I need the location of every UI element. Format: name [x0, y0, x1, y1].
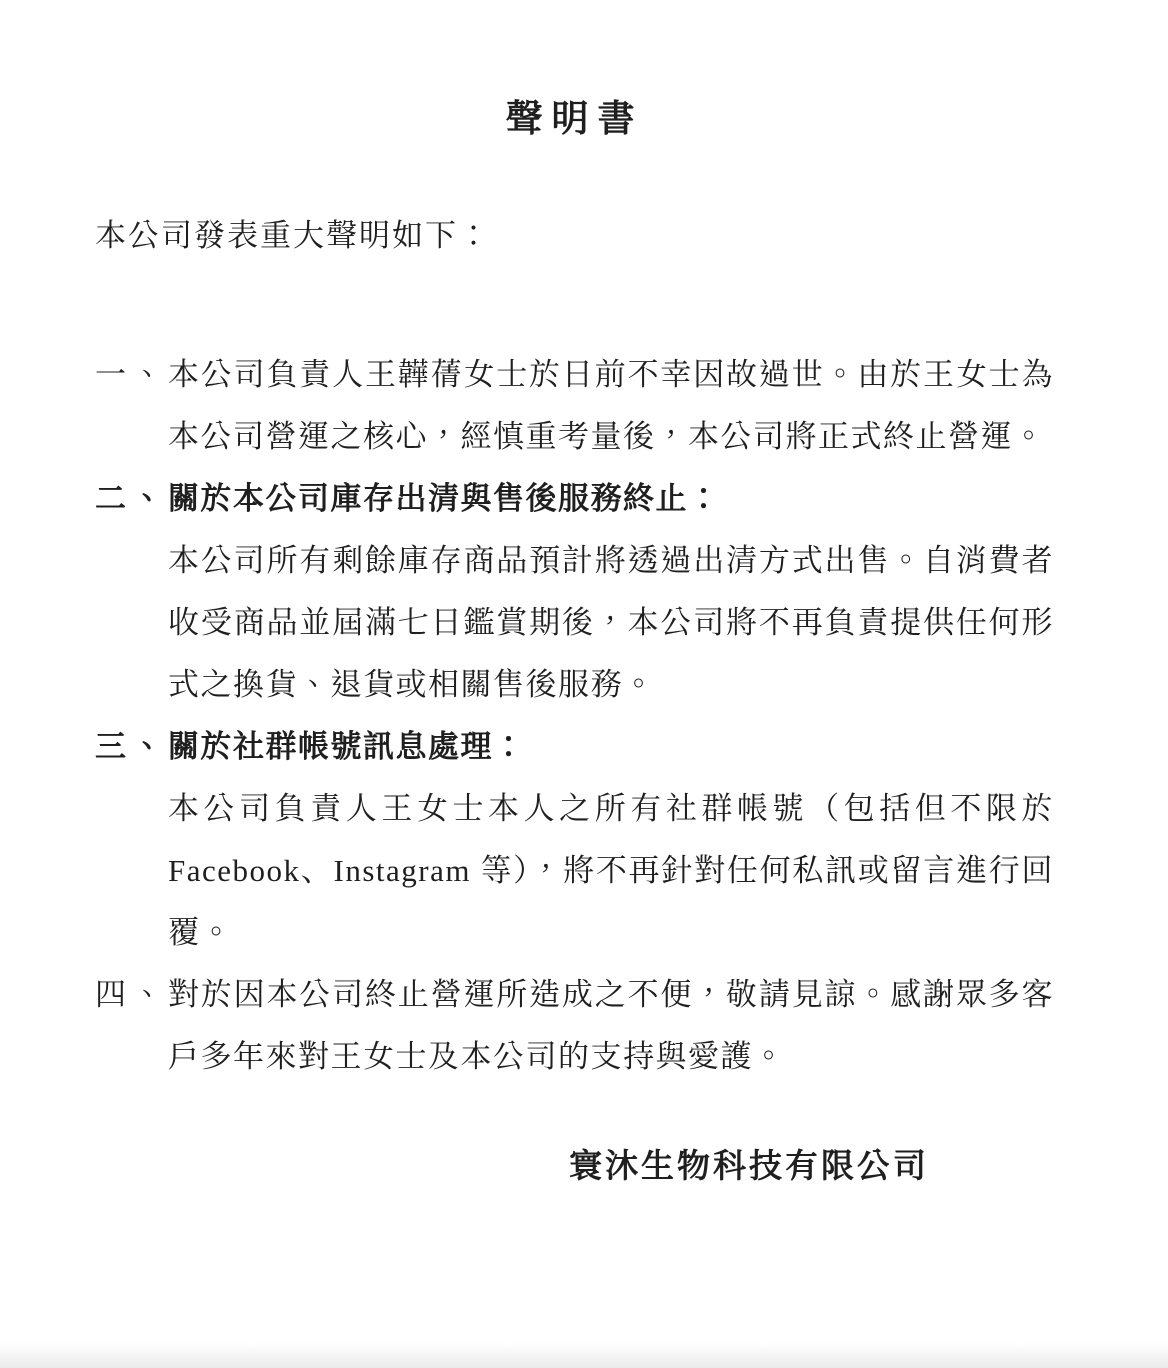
- statement-item-1: [95, 344, 1054, 468]
- item-number: 二、: [95, 481, 169, 517]
- item-heading: 關於本公司庫存出清與售後服務終止：: [168, 481, 721, 517]
- intro-text: 本公司發表重大聲明如下：: [95, 218, 491, 254]
- item-heading: 關於社群帳號訊息處理：: [168, 729, 526, 765]
- company-signature: 寰沐生物科技有限公司: [569, 1149, 929, 1186]
- item-body: 本公司所有剩餘庫存商品預計將透過出清方式出售。自消費者收受商品並屆滿七日鑑賞期後，本公司將不再負責提供任何形式之換貨、退貨或相關售後服務。: [168, 543, 1054, 703]
- item-content: [168, 716, 1054, 964]
- statement-item-3: [95, 716, 1054, 964]
- item-number: 四、: [95, 977, 169, 1013]
- statement-list: [95, 344, 1054, 1088]
- statement-item-4: [95, 964, 1054, 1088]
- item-body: 本公司負責人王女士本人之所有社群帳號（包括但不限於 Facebook、Instagram 等），將不再針對任何私訊或留言進行回覆。: [168, 791, 1054, 951]
- item-number: 三、: [95, 729, 169, 765]
- item-body: 對於因本公司終止營運所造成之不便，敬請見諒。感謝眾多客戶多年來對王女士及本公司的支持與愛護。: [168, 977, 1054, 1075]
- page-title: 聲明書: [505, 99, 644, 140]
- statement-item-2: [95, 468, 1054, 716]
- item-content: [168, 344, 1054, 468]
- item-content: [168, 468, 1054, 716]
- item-number: 一、: [95, 357, 169, 393]
- item-content: [168, 964, 1054, 1088]
- item-body: 本公司負責人王韡蒨女士於日前不幸因故過世。由於王女士為本公司營運之核心，經慎重考量後，本公司將正式終止營運。: [168, 357, 1054, 455]
